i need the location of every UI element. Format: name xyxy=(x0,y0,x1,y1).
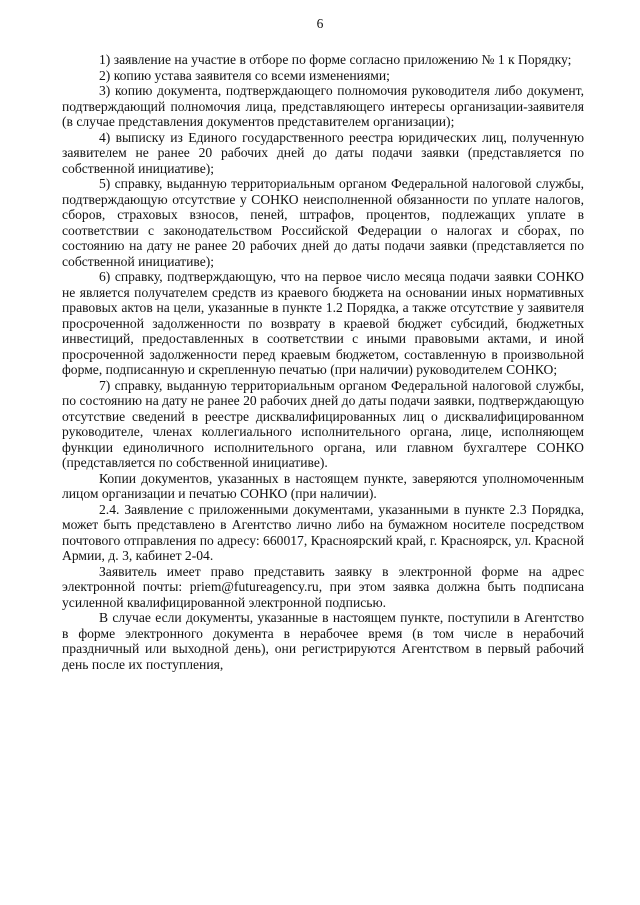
paragraph-item-5: 5) справку, выданную территориальным органом Федеральной налоговой службы, подтверждающую отсутствие у СОНКО неисполненной обязанности по уплате налогов, сборов, страховых взносов, пеней, штрафов, процентов, подлежащих уплате в соответствии с законодательством Российской Федерации о налогах и сборах, по состоянию на дату не ранее 20 рабочих дней до даты подачи заявки (представляется по собственной инициативе); xyxy=(62,176,584,269)
paragraph-item-1: 1) заявление на участие в отборе по форме согласно приложению № 1 к Порядку; xyxy=(99,52,572,67)
paragraph-item-7: 7) справку, выданную территориальным органом Федеральной налоговой службы, по состоянию на дату не ранее 20 рабочих дней до даты подачи заявки, подтверждающую отсутствие сведений в реестре дисквалифицированных лиц о дисквалифицированном руководителе, членах коллегиального исполнительного органа, лице, исполняющем функции единоличного исполнительного органа, или главном бухгалтере СОНКО (представляется по собственной инициативе). xyxy=(62,377,584,470)
paragraph-item-2: 2) копию устава заявителя со всеми изменениями; xyxy=(99,67,390,83)
paragraph-electronic-registration: В случае если документы, указанные в настоящем пункте, поступили в Агентство в форме электронного документа в нерабочее время (в том числе в нерабочий праздничный или выходной день), они регистрируются Агентством в первый рабочий день после их поступления, xyxy=(62,610,584,672)
paragraph-electronic-submission: Заявитель имеет право представить заявку в электронной форме на адрес электронной почты: priem@futureagency.ru, при этом заявка должна быть подписана усиленной квалифицированной электронной подписью. xyxy=(62,563,584,610)
paragraph-section-2-4: 2.4. Заявление с приложенными документами, указанными в пункте 2.3 Порядка, может быть представлено в Агентство лично либо на бумажном носителе посредством почтового отправления по адресу: 660017, Красноярский край, г. Красноярск, ул. Красной Армии, д. 3, кабинет 2-04. xyxy=(62,501,584,563)
paragraph-copies-certification: Копии документов, указанных в настоящем пункте, заверяются уполномоченным лицом организации и печатью СОНКО (при наличии). xyxy=(62,470,584,501)
page-number: 6 xyxy=(316,16,324,31)
paragraph-item-4: 4) выписку из Единого государственного реестра юридических лиц, полученную заявителем не ранее 20 рабочих дней до даты подачи заявки (представляется по собственной инициативе); xyxy=(62,129,584,176)
paragraph-item-3: 3) копию документа, подтверждающего полномочия руководителя либо документ, подтверждающий полномочия лица, представляющего интересы организации-заявителя (в случае представления документов представителем организации); xyxy=(62,83,584,129)
document-body xyxy=(62,52,584,672)
paragraph-item-6: 6) справку, подтверждающую, что на первое число месяца подачи заявки СОНКО не является получателем средств из краевого бюджета на основании иных нормативных правовых актов на цели, указанные в пункте 1.2 Порядка, а также отсутствие у заявителя просроченной задолженности по возврату в краевой бюджет субсидий, бюджетных инвестиций, предоставленных в соответствии с иными правовыми актами, и иной просроченной задолженности перед краевым бюджетом, составленную в произвольной форме, подписанную и скрепленную печатью (при наличии) руководителем СОНКО; xyxy=(62,269,584,377)
